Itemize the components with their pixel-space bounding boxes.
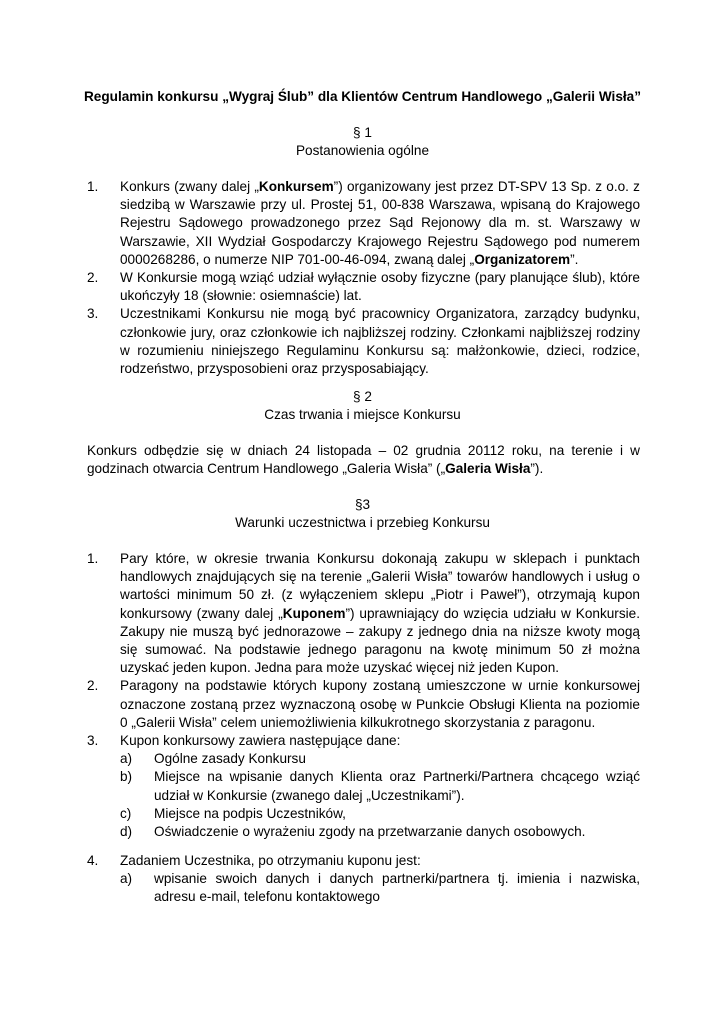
list-item [87, 677, 640, 732]
list-item [87, 852, 640, 907]
list-item [87, 178, 640, 269]
sub-item-letter: a) [120, 871, 133, 887]
item-number: 3. [87, 733, 99, 749]
item-text [120, 852, 640, 907]
sub-item-letter: a) [120, 751, 133, 767]
sub-item-letter: d) [120, 824, 133, 840]
item-number: 4. [87, 853, 99, 868]
bold-term: Kuponem [282, 605, 346, 621]
sub-item [120, 750, 640, 768]
item-text: W Konkursie mogą wziąć udział wyłącznie osoby fizyczne (pary planujące ślub), które ukończyły 18 (słownie: osiemnaście) lat. [120, 270, 640, 304]
section-2-heading: Czas trwania i miejsce Konkursu [264, 407, 461, 422]
list-item [87, 305, 640, 378]
item-number: 2. [87, 270, 99, 286]
sub-item [120, 768, 640, 804]
bold-term: Galeria Wisła [445, 461, 531, 477]
section-1-list [87, 178, 640, 378]
list-item [87, 732, 640, 841]
section-2-paragraph: Konkurs odbędzie się w dniach 24 listopada – 02 grudnia 20112 roku, na terenie i w godzinach otwarcia Centrum Handlowego „Galeria Wisła” („Galeria Wisła”). [87, 443, 640, 477]
item-text: Konkurs (zwany dalej „Konkursem”) organizowany jest przez DT-SPV 13 Sp. z o.o. z siedzibą w Warszawie przy ul. Prostej 51, 00-838 Warszawa, wpisaną do Krajowego Rejestru Sądowego prowadzonego przez Sąd Rejonowy dla m. st. Warszawy w Warszawie, XII Wydział Gospodarczy Krajowego Rejestru Sądowego pod numerem 0000268286, o numerze NIP 701-00-46-094, zwaną dalej „Organizatorem”. [120, 179, 640, 267]
sub-item-text: Ogólne zasady Konkursu [154, 751, 306, 767]
sub-item [120, 805, 640, 823]
item-text: Uczestnikami Konkursu nie mogą być pracownicy Organizatora, zarządcy budynku, członkowie jury, oraz członkowie ich najbliższej rodziny. Członkami najbliższej rodziny w rozumieniu niniejszego Regulaminu Konkursu są: małżonkowie, dzieci, rodzice, rodzeństwo, przysposobieni oraz przysposabiający. [120, 306, 640, 377]
bold-term: Organizatorem [474, 251, 571, 267]
section-3-list-continued [87, 852, 640, 907]
sub-item-letter: b) [120, 769, 133, 785]
item-number: 3. [87, 306, 99, 322]
list-item [87, 269, 640, 305]
item-number: 1. [87, 551, 99, 566]
item-text: Paragony na podstawie których kupony zostaną umieszczone w urnie konkursowej oznaczone zostaną przez wyznaczoną osobę w Punkcie Obsługi Klienta na poziomie 0 „Galerii Wisła” celem uniemożliwienia kilkukrotnego skorzystania z paragonu. [120, 678, 640, 730]
item-intro: Zadaniem Uczestnika, po otrzymaniu kuponu jest: [120, 853, 421, 868]
section-2-mark: § 2 [353, 389, 372, 404]
sub-item-letter: c) [120, 805, 132, 821]
sub-item-text: Miejsce na wpisanie danych Klienta oraz Partnerki/Partnera chcącego wziąć udział w Konkursie (zwanego dalej „Uczestnikami”). [154, 769, 640, 803]
item-intro: Kupon konkursowy zawiera następujące dane: [120, 733, 401, 749]
section-1-mark: § 1 [353, 125, 372, 140]
section-3-mark: §3 [354, 497, 371, 512]
document-title: Regulamin konkursu „Wygraj Ślub” dla Klientów Centrum Handlowego „Galerii Wisła” [83, 89, 642, 104]
section-1-heading: Postanowienia ogólne [295, 143, 430, 158]
item-number: 2. [87, 678, 99, 694]
section-3-list [87, 550, 640, 841]
item-number: 1. [87, 179, 99, 194]
section-3-heading: Warunki uczestnictwa i przebieg Konkursu [235, 515, 490, 530]
list-item [87, 550, 640, 677]
sub-item-text: wpisanie swoich danych i danych partnerki/partnera tj. imienia i nazwiska, adresu e-mail, telefonu kontaktowego [154, 871, 640, 905]
sub-item-text: Miejsce na podpis Uczestników, [154, 805, 346, 821]
item-text: Pary które, w okresie trwania Konkursu dokonają zakupu w sklepach i punktach handlowych znajdujących się na terenie „Galerii Wisła” towarów handlowych i usług o wartości minimum 50 zł. (z wyłączeniem sklepu „Piotr i Paweł”), otrzymają kupon konkursowy (zwany dalej „Kuponem”) uprawniający do wzięcia udziału w Konkursie. Zakupy nie muszą być jednorazowe – zakupy z jednego dnia na niższe kwoty mogą się sumować. Na podstawie jednego paragonu na kwotę minimum 50 zł można uzyskać jeden kupon. Jedna para może uzyskać więcej niż jeden Kupon. [120, 551, 640, 676]
sub-item [120, 823, 640, 841]
bold-term: Konkursem [258, 179, 334, 194]
item-text [120, 732, 640, 841]
sub-item-text: Oświadczenie o wyrażeniu zgody na przetwarzanie danych osobowych. [154, 824, 586, 840]
sub-item [120, 870, 640, 906]
